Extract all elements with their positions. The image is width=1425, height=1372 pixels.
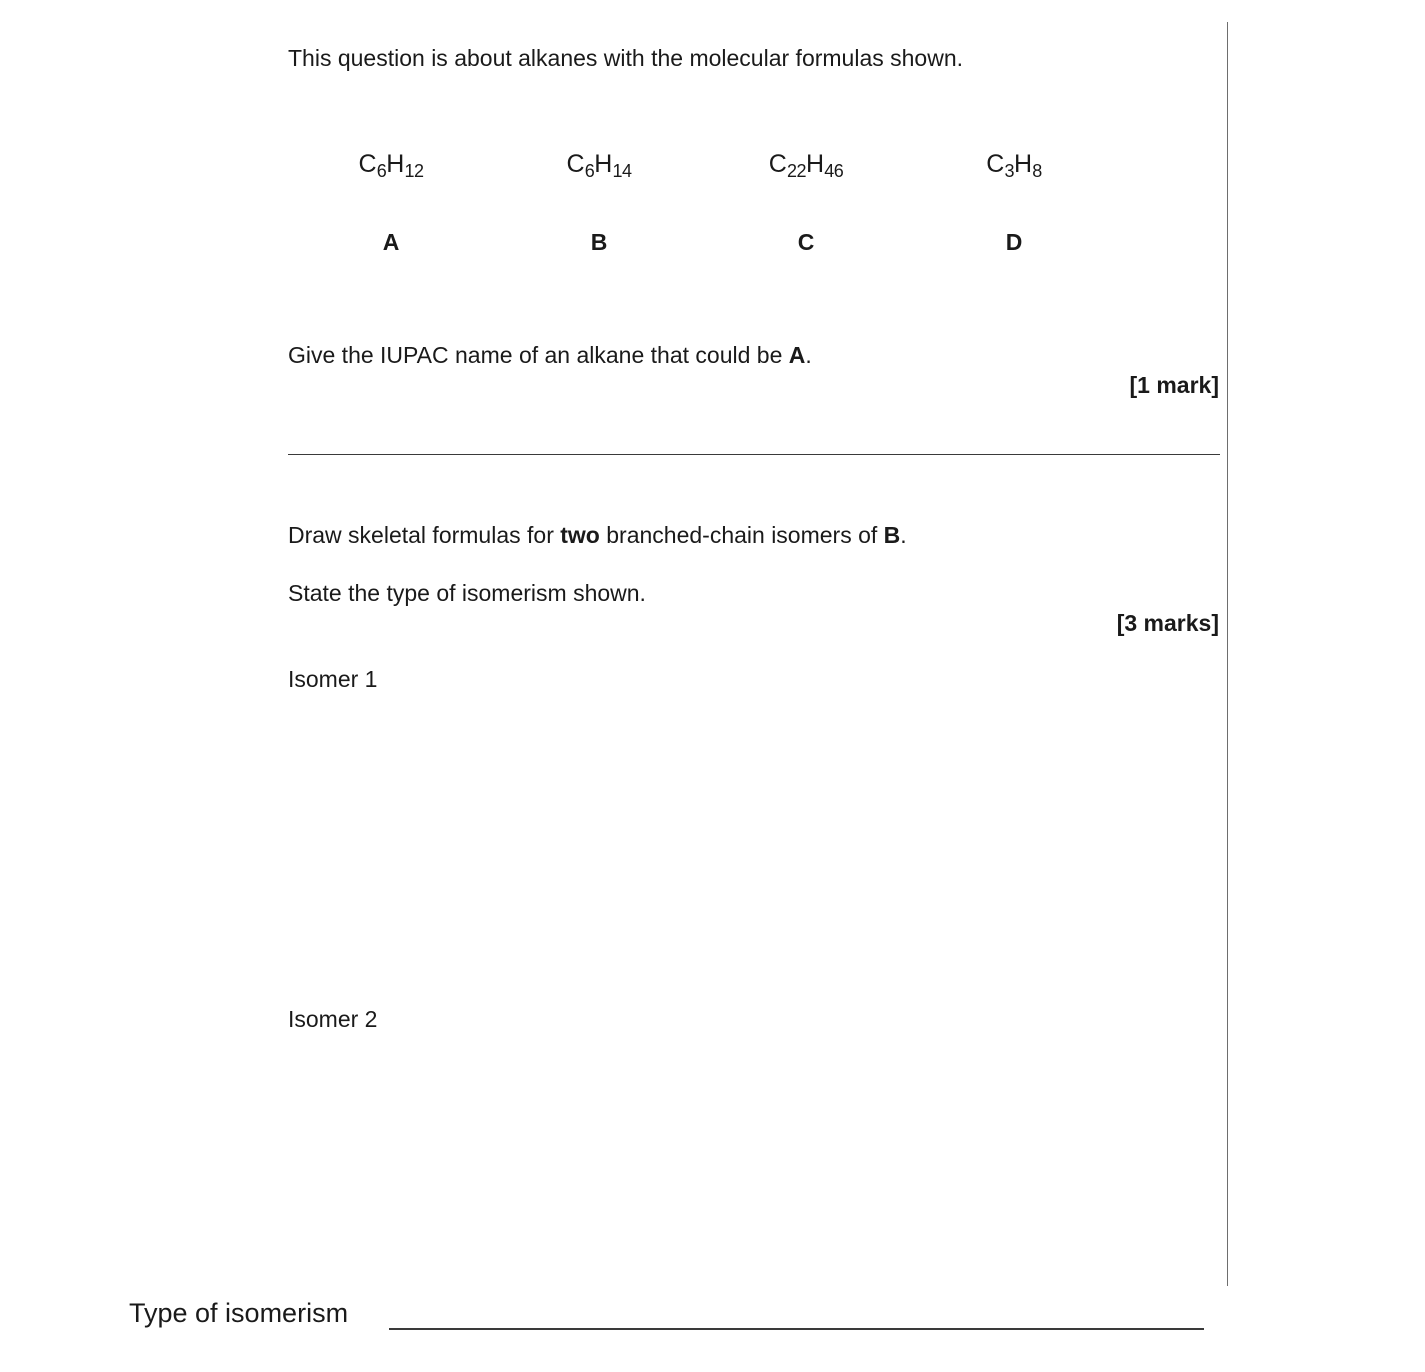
- formula-c: $C_{22}H_{46}$: [768, 150, 844, 181]
- isomer-1-label: Isomer 1: [288, 666, 378, 692]
- question-2-text: Draw skeletal formulas for two branched-chain isomers of B.: [288, 522, 907, 548]
- question-2-subtext: State the type of isomerism shown.: [288, 580, 646, 606]
- question-1-text: Give the IUPAC name of an alkane that could be A.: [288, 342, 812, 368]
- compound-label-row: [0, 228, 1425, 258]
- compound-label-c: C: [797, 229, 815, 255]
- question-1-marks: [1 mark]: [1129, 372, 1219, 398]
- page-margin-rule: [1227, 22, 1228, 1286]
- formula-a: $C_6H_{12}$: [358, 150, 424, 181]
- formula-row: [0, 148, 1425, 188]
- formula-b: $C_6H_{14}$: [566, 150, 632, 181]
- question-2-marks: [3 marks]: [1116, 610, 1219, 636]
- type-of-isomerism-label: Type of isomerism: [129, 1298, 349, 1328]
- compound-label-a: A: [382, 229, 400, 255]
- formula-d: $C_3H_8$: [986, 150, 1042, 181]
- type-of-isomerism-answer-line[interactable]: [389, 1328, 1204, 1330]
- question-1-answer-line[interactable]: [288, 454, 1220, 455]
- compound-label-b: B: [590, 229, 608, 255]
- question-intro: This question is about alkanes with the molecular formulas shown.: [288, 45, 964, 71]
- compound-label-d: D: [1005, 229, 1023, 255]
- isomer-2-label: Isomer 2: [288, 1006, 378, 1032]
